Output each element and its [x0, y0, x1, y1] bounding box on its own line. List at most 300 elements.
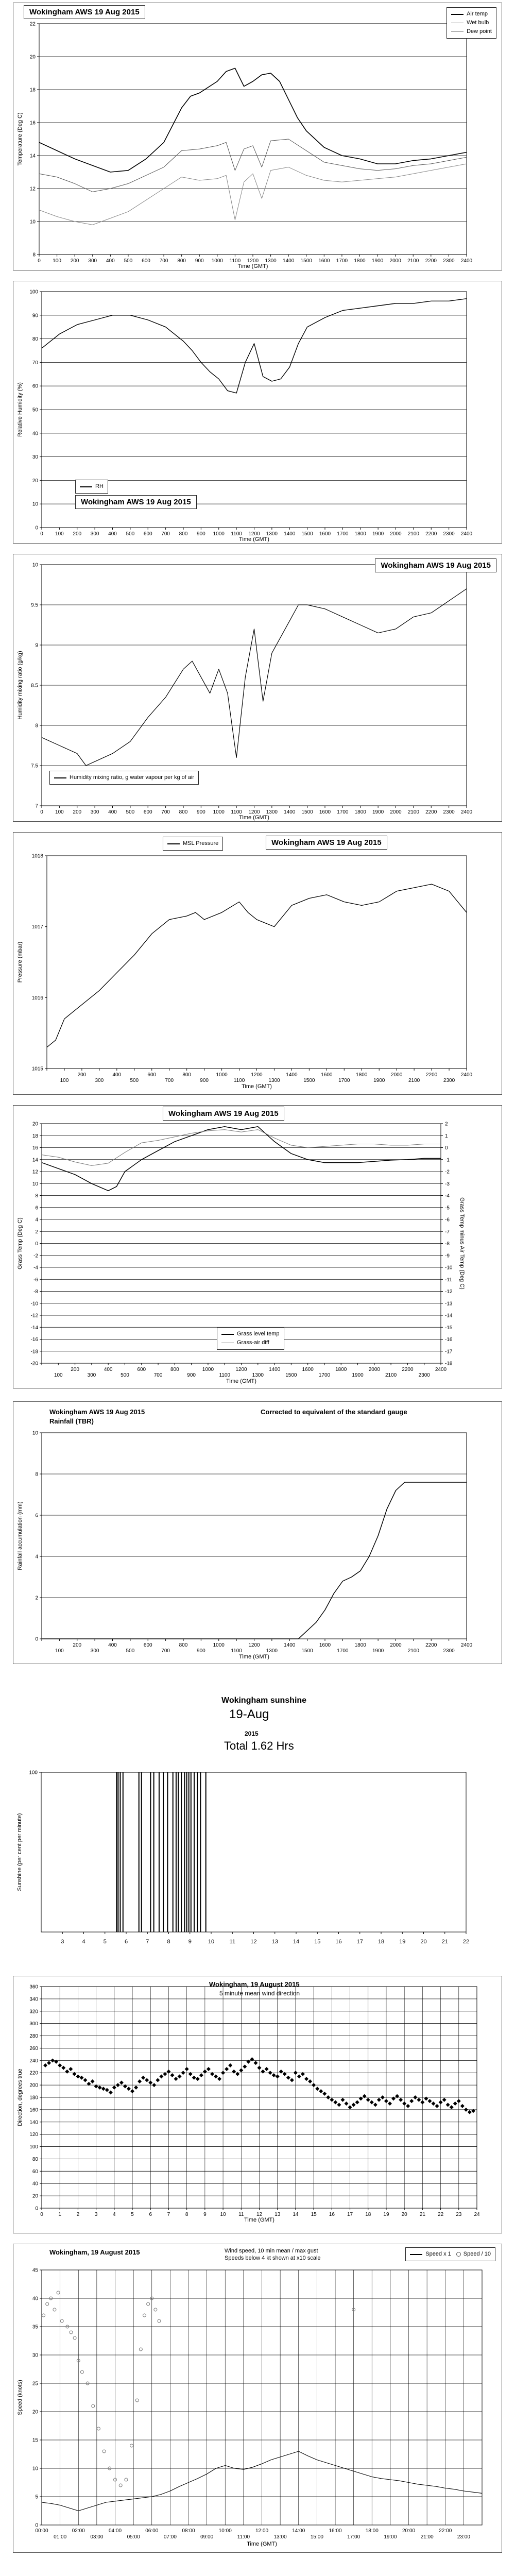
- x-tick-label: 1300: [268, 1078, 280, 1083]
- x-tick-label: 7: [167, 2212, 170, 2217]
- x-tick-label: 2000: [390, 531, 402, 537]
- y-tick-label-right: -18: [445, 1361, 453, 1367]
- x-tick-label: 23:00: [457, 2534, 470, 2540]
- y-tick-label: -2: [33, 1253, 38, 1259]
- plot-area: [47, 856, 467, 1069]
- y-axis-title: Sunshine (per cent per minute): [16, 1813, 23, 1891]
- x-tick-label: 1000: [213, 1642, 225, 1648]
- y-tick-label: 9.5: [31, 602, 38, 608]
- x-tick-label: 1500: [300, 258, 312, 264]
- y-tick-label-right: 1: [445, 1133, 448, 1139]
- y-tick-label: 1016: [31, 995, 43, 1001]
- x-tick-label: 23: [456, 2212, 462, 2217]
- y-tick-label: -12: [30, 1313, 38, 1319]
- y-tick-label: 35: [32, 2324, 38, 2330]
- y-tick-label-right: -3: [445, 1181, 450, 1187]
- pressure-chart: [13, 832, 502, 1095]
- x-tick-label: 14: [293, 1939, 300, 1945]
- x-tick-label: 1800: [335, 1367, 347, 1372]
- x-tick-label: 100: [60, 1078, 69, 1083]
- y-tick-label: -14: [30, 1325, 38, 1331]
- x-tick-label: 200: [73, 531, 82, 537]
- x-tick-label: 14: [293, 2212, 299, 2217]
- y-tick-label: 10: [32, 501, 38, 507]
- x-tick-label: 2400: [460, 1642, 473, 1648]
- x-tick-label: 500: [121, 1372, 129, 1378]
- x-tick-label: 3: [94, 2212, 98, 2217]
- y-axis-title: Pressure (mbar): [17, 941, 23, 983]
- y-tick-label: 0: [35, 525, 38, 531]
- temperature-plot: [13, 3, 502, 270]
- x-tick-label: 16: [329, 2212, 335, 2217]
- y-tick-label: 4: [35, 1554, 38, 1560]
- x-tick-label: 12: [250, 1939, 257, 1945]
- x-tick-label: 10:00: [218, 2528, 232, 2534]
- x-tick-label: 1700: [318, 1372, 331, 1378]
- legend-label: Grass level temp: [237, 1331, 280, 1337]
- x-tick-label: 21: [419, 2212, 425, 2217]
- x-tick-label: 22:00: [439, 2528, 452, 2534]
- y-tick-label: 6: [35, 1513, 38, 1519]
- chart-legend: [163, 837, 223, 851]
- x-tick-label: 2000: [391, 1072, 403, 1078]
- y-tick-label: 18: [32, 1133, 38, 1139]
- x-tick-label: 400: [104, 1367, 113, 1372]
- y-tick-label: 5: [35, 2494, 38, 2500]
- y-tick-label: -4: [33, 1265, 38, 1271]
- y-tick-label: 20: [32, 2193, 38, 2199]
- pressure-plot: [13, 833, 502, 1094]
- y-tick-label: 60: [32, 2168, 38, 2175]
- x-tick-label: 13:00: [273, 2534, 287, 2540]
- x-tick-label: 400: [108, 809, 117, 815]
- humidity-chart: [13, 281, 502, 544]
- year-label: 2015: [245, 1730, 259, 1737]
- x-tick-label: 13: [271, 1939, 278, 1945]
- date-label: 19-Aug: [229, 1707, 269, 1721]
- y-tick-label: 45: [32, 2267, 38, 2274]
- y-tick-label-right: -12: [445, 1289, 453, 1295]
- x-tick-label: 1200: [248, 1642, 260, 1648]
- x-tick-label: 2100: [385, 1372, 397, 1378]
- x-tick-label: 2000: [390, 809, 402, 815]
- x-tick-label: 300: [87, 1372, 96, 1378]
- x-tick-label: 1400: [286, 1072, 298, 1078]
- x-tick-label: 16: [335, 1939, 342, 1945]
- x-tick-label: 1: [58, 2212, 61, 2217]
- x-tick-label: 2200: [425, 1072, 438, 1078]
- y-tick-label: 1015: [31, 1066, 43, 1072]
- x-axis-title: Time (GMT): [239, 1654, 269, 1660]
- x-axis-title: Time (GMT): [237, 263, 268, 269]
- wind-speed-chart: [13, 2244, 502, 2553]
- y-tick-label: 14: [29, 153, 36, 159]
- y-tick-label: 0: [35, 2206, 38, 2212]
- x-tick-label: 1300: [252, 1372, 264, 1378]
- x-tick-label: 19: [383, 2212, 389, 2217]
- y-tick-label: 360: [29, 1984, 38, 1990]
- x-tick-label: 0: [40, 809, 43, 815]
- x-tick-label: 2300: [443, 531, 455, 537]
- x-tick-label: 06:00: [145, 2528, 159, 2534]
- x-tick-label: 1100: [229, 258, 241, 264]
- chart-subtitle: 5 minute mean wind direction: [219, 1990, 300, 1997]
- y-tick-label: 10: [29, 219, 36, 225]
- x-tick-label: 800: [177, 258, 186, 264]
- legend-label: Dew point: [467, 28, 492, 35]
- x-axis-title: Time (GMT): [244, 2217, 274, 2223]
- y-tick-label: 15: [32, 2437, 38, 2444]
- legend-label: MSL Pressure: [183, 840, 219, 846]
- x-tick-label: 900: [195, 258, 204, 264]
- grass-temp-chart: [13, 1105, 502, 1388]
- x-tick-label: 04:00: [108, 2528, 122, 2534]
- y-tick-label: 20: [32, 2409, 38, 2415]
- x-tick-label: 2100: [408, 1078, 420, 1083]
- x-tick-label: 2300: [443, 809, 455, 815]
- x-tick-label: 2300: [418, 1372, 430, 1378]
- y-tick-label: 8: [35, 1471, 38, 1478]
- x-tick-label: 17:00: [347, 2534, 360, 2540]
- x-tick-label: 09:00: [200, 2534, 214, 2540]
- chart-title: Wokingham, 19 August 2015: [49, 2248, 140, 2256]
- chart-title: Wokingham sunshine: [221, 1696, 307, 1705]
- y-tick-label: 280: [29, 2033, 38, 2040]
- x-tick-label: 1400: [268, 1367, 281, 1372]
- x-tick-label: 2000: [390, 1642, 402, 1648]
- x-tick-label: 700: [153, 1372, 163, 1378]
- x-tick-label: 900: [197, 531, 205, 537]
- x-tick-label: 1300: [266, 531, 278, 537]
- x-tick-label: 900: [197, 1648, 205, 1654]
- y-tick-label: 60: [32, 383, 38, 389]
- y-tick-label: 9: [35, 642, 38, 649]
- chart-title: Wokingham AWS 19 Aug 2015: [163, 1107, 284, 1121]
- x-tick-label: 1500: [303, 1078, 315, 1083]
- x-tick-label: 200: [73, 1642, 82, 1648]
- x-tick-label: 2200: [402, 1367, 414, 1372]
- y-tick-label: -16: [30, 1337, 38, 1343]
- x-tick-label: 03:00: [90, 2534, 104, 2540]
- x-tick-label: 18:00: [365, 2528, 379, 2534]
- x-tick-label: 2100: [407, 1648, 419, 1654]
- x-tick-label: 21: [441, 1939, 448, 1945]
- x-tick-label: 07:00: [163, 2534, 177, 2540]
- x-tick-label: 1300: [265, 258, 277, 264]
- x-tick-label: 700: [161, 1648, 170, 1654]
- x-tick-label: 15:00: [310, 2534, 323, 2540]
- y-tick-label: 7.5: [31, 763, 38, 769]
- y-tick-label-right: -10: [445, 1265, 453, 1271]
- x-tick-label: 18: [365, 2212, 371, 2217]
- x-tick-label: 800: [182, 1072, 192, 1078]
- legend-label: Humidity mixing ratio, g water vapour per kg of air: [70, 774, 195, 781]
- y-tick-label-right: -7: [445, 1229, 450, 1235]
- x-tick-label: 14:00: [292, 2528, 305, 2534]
- x-tick-label: 18: [377, 1939, 385, 1945]
- x-tick-label: 00:00: [35, 2528, 48, 2534]
- x-tick-label: 200: [70, 258, 79, 264]
- x-tick-label: 1100: [231, 1648, 242, 1654]
- y-tick-label-right: -2: [445, 1169, 450, 1175]
- x-tick-label: 10: [220, 2212, 226, 2217]
- x-tick-label: 1900: [372, 809, 384, 815]
- chart-title: Wokingham AWS 19 Aug 2015: [75, 495, 197, 509]
- y-tick-label: 120: [29, 2132, 38, 2138]
- x-tick-label: 1000: [213, 809, 225, 815]
- x-tick-label: 08:00: [182, 2528, 195, 2534]
- y-tick-label: 30: [32, 2352, 38, 2359]
- x-tick-label: 600: [143, 1642, 152, 1648]
- x-tick-label: 200: [73, 809, 82, 815]
- y-tick-label-right: -1: [445, 1157, 450, 1163]
- y-tick-label: 7: [35, 803, 38, 809]
- y-tick-label: 90: [32, 313, 38, 319]
- x-tick-label: 4: [113, 2212, 116, 2217]
- x-tick-label: 0: [38, 258, 41, 264]
- y-tick-label: 30: [32, 454, 38, 461]
- x-tick-label: 600: [147, 1072, 157, 1078]
- y-tick-label-right: -16: [445, 1337, 453, 1343]
- x-tick-label: 2400: [460, 531, 473, 537]
- x-tick-label: 21:00: [420, 2534, 434, 2540]
- x-tick-label: 1600: [318, 258, 330, 264]
- chart-subtitle: Wind speed, 10 min mean / max gust Speeds below 4 kt shown at x10 scale: [225, 2248, 321, 2261]
- x-tick-label: 500: [124, 258, 133, 264]
- y-tick-label: 100: [29, 2144, 38, 2150]
- legend-label: Speed / 10: [463, 2251, 491, 2257]
- wind-speed-plot: [13, 2244, 502, 2552]
- y-tick-label: 18: [29, 87, 36, 93]
- x-tick-label: 2000: [368, 1367, 380, 1372]
- x-tick-label: 800: [170, 1367, 179, 1372]
- x-tick-label: 1700: [336, 258, 348, 264]
- x-tick-label: 1600: [321, 1072, 333, 1078]
- x-axis-title: Time (GMT): [239, 536, 269, 543]
- x-axis-title: Time (GMT): [247, 2541, 277, 2547]
- legend-label: RH: [95, 483, 104, 489]
- x-tick-label: 2000: [389, 258, 401, 264]
- x-tick-label: 800: [179, 809, 188, 815]
- y-tick-label: 10: [32, 562, 38, 568]
- plot-area: [41, 1772, 466, 1932]
- y-tick-label: 100: [29, 289, 38, 295]
- y-tick-label: 14: [32, 1157, 38, 1163]
- y-tick-label: 320: [29, 2009, 38, 2015]
- y-tick-label: 2: [35, 1229, 38, 1235]
- x-tick-label: 500: [126, 1648, 135, 1654]
- y-tick-label: 4: [35, 1217, 38, 1223]
- x-tick-label: 1900: [373, 1078, 385, 1083]
- chart-legend: [405, 2247, 495, 2261]
- mixing-ratio-chart: [13, 554, 502, 822]
- x-tick-label: 1700: [337, 1648, 349, 1654]
- x-tick-label: 1400: [284, 809, 296, 815]
- x-tick-label: 1200: [251, 1072, 263, 1078]
- y-tick-label: 0: [35, 1636, 38, 1642]
- y-tick-label: 40: [32, 2181, 38, 2187]
- x-tick-label: 100: [53, 258, 61, 264]
- x-tick-label: 1900: [372, 1648, 384, 1654]
- x-tick-label: 1100: [219, 1372, 230, 1378]
- x-tick-label: 1300: [266, 1648, 278, 1654]
- x-tick-label: 1600: [319, 1642, 331, 1648]
- x-tick-label: 10: [208, 1939, 215, 1945]
- x-tick-label: 1600: [319, 809, 331, 815]
- x-tick-label: 15: [314, 1939, 321, 1945]
- sunshine-chart: [13, 1690, 502, 1958]
- y-tick-label: 12: [32, 1169, 38, 1175]
- x-tick-label: 1800: [354, 1642, 366, 1648]
- x-tick-label: 100: [55, 1648, 64, 1654]
- x-axis-title: Time (GMT): [242, 1083, 272, 1090]
- x-tick-label: 01:00: [54, 2534, 67, 2540]
- x-tick-label: 2200: [425, 809, 437, 815]
- x-tick-label: 1100: [231, 809, 242, 815]
- x-tick-label: 2100: [407, 258, 419, 264]
- x-tick-label: 300: [88, 258, 97, 264]
- y-tick-label-right: -9: [445, 1253, 450, 1259]
- y-tick-label-right: -8: [445, 1241, 450, 1247]
- chart-legend: [75, 480, 108, 494]
- y-tick-label: 80: [32, 2156, 38, 2162]
- y-tick-label: 220: [29, 2070, 38, 2076]
- y-tick-label: 0: [35, 2522, 38, 2529]
- legend-label: Grass-air diff: [237, 1340, 269, 1346]
- y-tick-label: 240: [29, 2058, 38, 2064]
- x-tick-label: 700: [165, 1078, 174, 1083]
- x-tick-label: 2100: [407, 531, 419, 537]
- x-tick-label: 02:00: [72, 2528, 85, 2534]
- x-tick-label: 22: [462, 1939, 470, 1945]
- rainfall-plot: [13, 1402, 502, 1664]
- x-tick-label: 500: [130, 1078, 139, 1083]
- plot-area: [42, 1433, 467, 1639]
- x-tick-label: 1200: [247, 258, 259, 264]
- x-tick-label: 1000: [202, 1367, 214, 1372]
- x-tick-label: 1800: [354, 531, 366, 537]
- y-tick-label: 6: [35, 1205, 38, 1211]
- x-tick-label: 900: [200, 1078, 209, 1083]
- y-tick-label: 8: [35, 1193, 38, 1199]
- x-tick-label: 17: [356, 1939, 363, 1945]
- x-tick-label: 11: [229, 1939, 235, 1945]
- y-tick-label: 260: [29, 2045, 38, 2052]
- chart-annotation: Corrected to equivalent of the standard gauge: [261, 1408, 407, 1416]
- y-tick-label: 22: [29, 21, 36, 27]
- x-tick-label: 600: [137, 1367, 146, 1372]
- y-tick-label: -10: [30, 1301, 38, 1307]
- x-tick-label: 1400: [284, 531, 296, 537]
- y-tick-label: 100: [29, 1770, 38, 1776]
- x-tick-label: 1500: [285, 1372, 297, 1378]
- chart-title: Wokingham AWS 19 Aug 2015: [375, 558, 496, 572]
- x-tick-label: 1000: [211, 258, 223, 264]
- temperature-chart: [13, 3, 502, 270]
- x-tick-label: 19:00: [384, 2534, 397, 2540]
- x-tick-label: 2400: [460, 1072, 473, 1078]
- y-tick-label-right: -15: [445, 1325, 453, 1331]
- x-tick-label: 2300: [443, 1078, 455, 1083]
- y-axis-title: Speed (knots): [17, 2380, 23, 2415]
- y-tick-label: 16: [32, 1145, 38, 1151]
- x-tick-label: 800: [179, 531, 188, 537]
- legend-label: Air temp: [467, 11, 488, 17]
- x-tick-label: 2100: [407, 809, 419, 815]
- y-tick-label: 20: [32, 478, 38, 484]
- y-tick-label: 40: [32, 2296, 38, 2302]
- x-tick-label: 1400: [284, 1642, 296, 1648]
- x-tick-label: 1800: [354, 809, 366, 815]
- x-tick-label: 1900: [352, 1372, 364, 1378]
- x-tick-label: 7: [146, 1939, 149, 1945]
- y-tick-label: 10: [32, 1430, 38, 1436]
- x-tick-label: 05:00: [127, 2534, 140, 2540]
- y-tick-label: 1018: [31, 853, 43, 859]
- y-axis-title: Relative Humidity (%): [17, 382, 23, 437]
- x-tick-label: 20:00: [402, 2528, 416, 2534]
- x-tick-label: 6: [149, 2212, 152, 2217]
- chart-legend: [217, 1327, 284, 1350]
- x-tick-label: 20: [401, 2212, 407, 2217]
- y-axis-title: Direction, degrees true: [17, 2069, 23, 2126]
- x-tick-label: 9: [188, 1939, 192, 1945]
- y-tick-label: 25: [32, 2381, 38, 2387]
- y-tick-label-right: 2: [445, 1121, 448, 1127]
- x-tick-label: 1700: [338, 1078, 350, 1083]
- y-tick-label: -8: [33, 1289, 38, 1295]
- legend-label: Speed x 1: [425, 2251, 451, 2257]
- x-tick-label: 1200: [235, 1367, 247, 1372]
- x-tick-label: 400: [108, 531, 117, 537]
- chart-subtitle: Rainfall (TBR): [49, 1417, 94, 1425]
- total-label: Total 1.62 Hrs: [224, 1739, 294, 1752]
- chart-legend: [447, 7, 496, 39]
- x-tick-label: 2: [76, 2212, 80, 2217]
- y-tick-label: -18: [30, 1349, 38, 1355]
- y-tick-label: 20: [32, 1121, 38, 1127]
- x-tick-label: 12:00: [255, 2528, 269, 2534]
- y-tick-label: 10: [32, 1181, 38, 1187]
- x-axis-title: Time (GMT): [239, 815, 269, 821]
- wind-direction-chart: [13, 1976, 502, 2233]
- x-tick-label: 1900: [371, 258, 384, 264]
- x-axis-title: Time (GMT): [226, 1378, 256, 1384]
- x-tick-label: 4: [82, 1939, 85, 1945]
- x-tick-label: 100: [55, 531, 64, 537]
- y-tick-label: 20: [29, 54, 36, 60]
- x-tick-label: 1900: [372, 531, 384, 537]
- chart-title: Wokingham AWS 19 Aug 2015: [266, 836, 387, 850]
- x-tick-label: 300: [90, 531, 99, 537]
- x-tick-label: 1200: [248, 531, 260, 537]
- y-tick-label-right: -13: [445, 1301, 453, 1307]
- y-tick-label: 140: [29, 2120, 38, 2126]
- legend-label: Wet bulb: [467, 20, 489, 26]
- x-tick-label: 13: [274, 2212, 281, 2217]
- y-axis-title: Humidity mixing ratio (g/kg): [17, 651, 23, 720]
- x-tick-label: 200: [71, 1367, 79, 1372]
- x-tick-label: 2300: [443, 258, 455, 264]
- y-tick-label: 8.5: [31, 683, 38, 689]
- x-tick-label: 5: [103, 1939, 107, 1945]
- x-tick-label: 2400: [435, 1367, 447, 1372]
- x-tick-label: 1500: [301, 809, 313, 815]
- y-tick-label: 8: [32, 252, 36, 258]
- x-tick-label: 200: [77, 1072, 87, 1078]
- x-tick-label: 400: [106, 258, 115, 264]
- x-tick-label: 300: [90, 809, 99, 815]
